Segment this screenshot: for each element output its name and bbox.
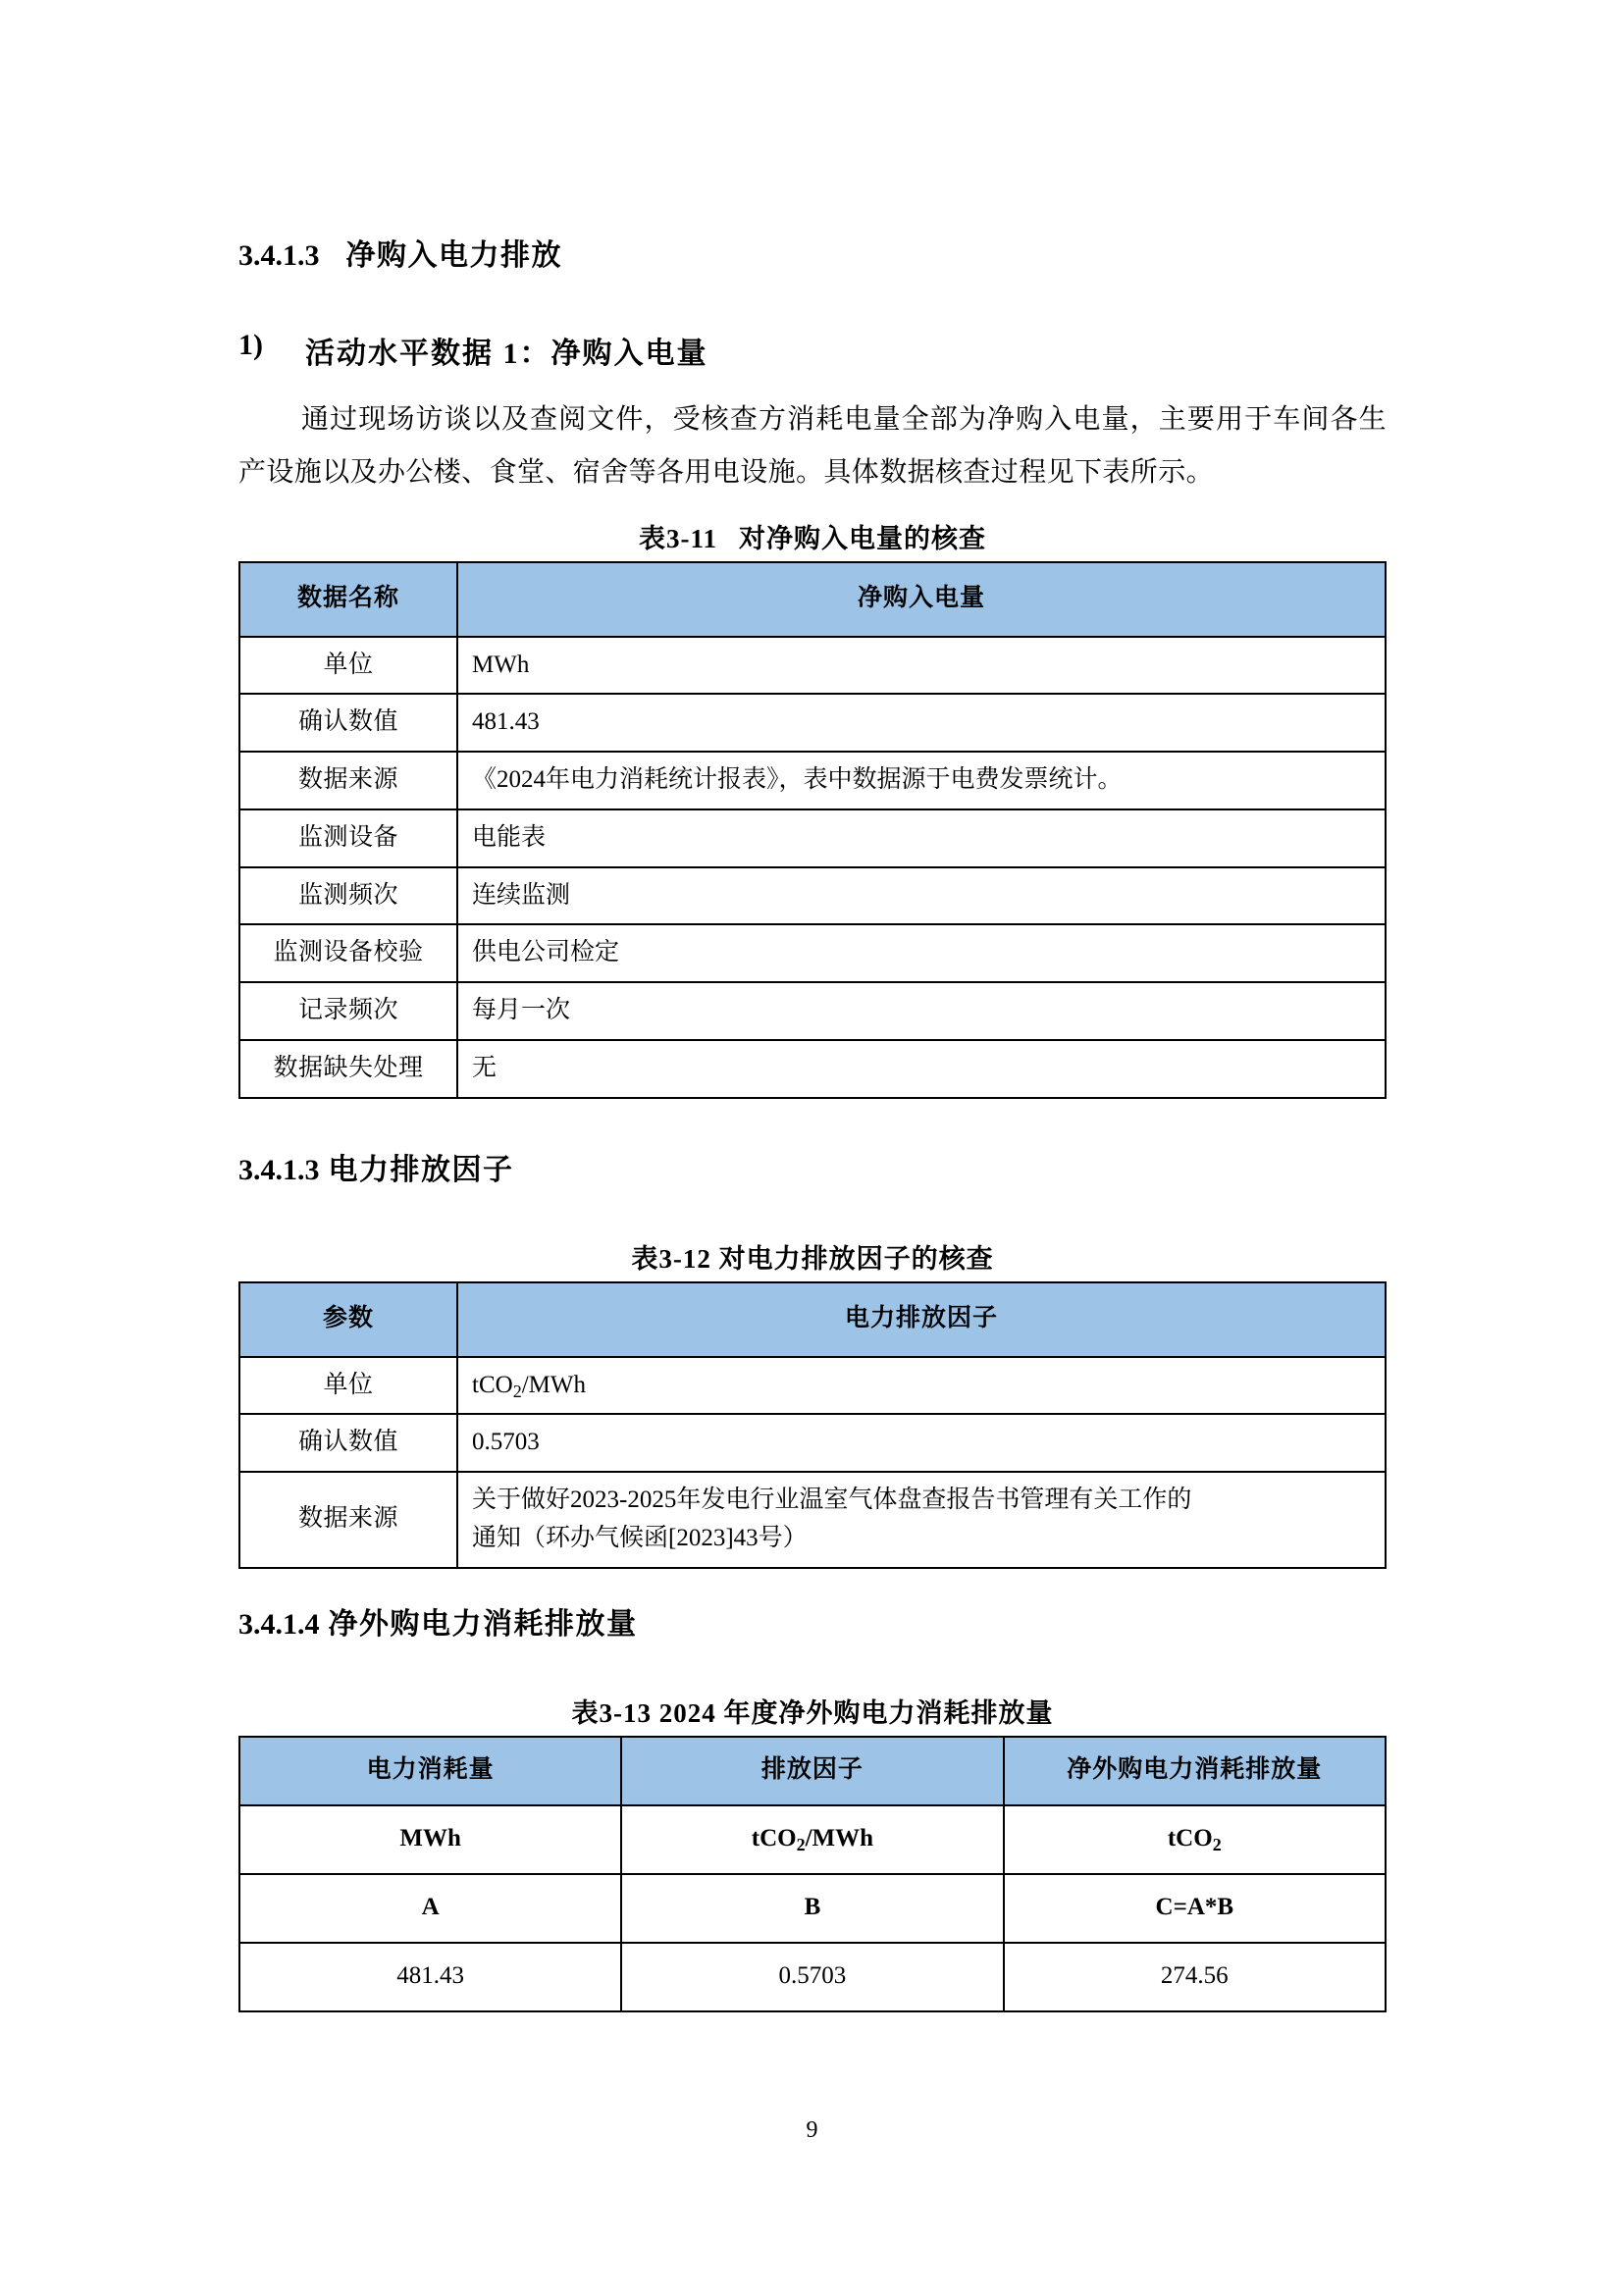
table-row: [239, 637, 1386, 695]
table-3-11-header-col1: 数据名称: [239, 562, 457, 637]
table-3-13-header-emissions: 净外购电力消耗排放量: [1004, 1737, 1386, 1805]
table-row-values: [239, 1943, 1386, 2011]
row-label-monitoring-frequency: 监测频次: [239, 867, 457, 925]
table-row: [239, 1472, 1386, 1568]
row-value-monitoring-frequency: 连续监测: [457, 867, 1386, 925]
table-row-units: [239, 1805, 1386, 1874]
heading-title: 净购入电力排放: [345, 239, 562, 272]
table-3-11: [238, 561, 1387, 1099]
row-value-data-source: [457, 1472, 1386, 1568]
table-row: [239, 1040, 1386, 1098]
row-label-confirmed-value: 确认数值: [239, 1414, 457, 1472]
table-row-symbols: [239, 1874, 1386, 1943]
row-label-device-calibration: 监测设备校验: [239, 924, 457, 982]
value-emissions: 274.56: [1004, 1943, 1386, 2011]
row-value-confirmed-value: 0.5703: [457, 1414, 1386, 1472]
table-3-12-header-col2: 电力排放因子: [457, 1282, 1386, 1357]
body-paragraph-electricity: 通过现场访谈以及查阅文件，受核查方消耗电量全部为净购入电量，主要用于车间各生产设施以及办公楼、食堂、宿舍等各用电设施。具体数据核查过程见下表所示。: [238, 404, 1387, 488]
table-row: [239, 982, 1386, 1040]
table-3-13: [238, 1736, 1387, 2012]
table-row: [239, 924, 1386, 982]
page-content: [238, 234, 1387, 2012]
table-3-12-caption-text: 对电力排放因子的核查: [718, 1243, 994, 1274]
list-item-activity-data-1: [238, 329, 1387, 372]
table-3-11-caption-number: 表3-11: [638, 523, 717, 553]
unit-emission-factor: [621, 1805, 1003, 1874]
unit-subscript: 2: [1212, 1835, 1222, 1855]
table-3-12-header-col1: 参数: [239, 1282, 457, 1357]
row-label-monitoring-device: 监测设备: [239, 809, 457, 867]
table-3-12-caption-number: 表3-12: [631, 1243, 711, 1274]
row-label-unit: 单位: [239, 1357, 457, 1415]
table-row: [239, 1414, 1386, 1472]
row-value-monitoring-device: 电能表: [457, 809, 1386, 867]
table-row: [239, 867, 1386, 925]
unit-suffix: /MWh: [521, 1371, 586, 1398]
unit-suffix: /MWh: [805, 1825, 874, 1852]
table-row-header: [239, 562, 1386, 637]
row-value-record-frequency: 每月一次: [457, 982, 1386, 1040]
data-source-line-2: 通知（环办气候函[2023]43号）: [472, 1524, 808, 1551]
table-3-13-header-emission-factor: 排放因子: [621, 1737, 1003, 1805]
heading-net-purchased-power-emission: [238, 234, 1387, 278]
table-3-13-caption-text: 2024 年度净外购电力消耗排放量: [658, 1697, 1054, 1728]
heading-power-emission-factor: [238, 1148, 1387, 1192]
unit-prefix: tCO: [1167, 1825, 1213, 1852]
table-3-13-header-electricity-consumption: 电力消耗量: [239, 1737, 621, 1805]
table-3-11-header-col2: 净购入电量: [457, 562, 1386, 637]
row-label-record-frequency: 记录频次: [239, 982, 457, 1040]
page-number: 9: [806, 2117, 818, 2143]
symbol-c: C=A*B: [1004, 1874, 1386, 1943]
table-3-11-caption: [238, 517, 1387, 555]
table-3-13-caption: [238, 1692, 1387, 1730]
value-emission-factor: 0.5703: [621, 1943, 1003, 2011]
row-value-device-calibration: 供电公司检定: [457, 924, 1386, 982]
row-label-data-source: 数据来源: [239, 752, 457, 809]
heading-number: 3.4.1.3: [238, 1153, 320, 1186]
heading-number: 3.4.1.4: [238, 1607, 320, 1641]
symbol-b: B: [621, 1874, 1003, 1943]
heading-net-purchased-power-consumption-emissions: [238, 1602, 1387, 1646]
heading-number: 3.4.1.3: [238, 239, 320, 272]
row-value-confirmed-value: 481.43: [457, 694, 1386, 752]
row-label-confirmed-value: 确认数值: [239, 694, 457, 752]
row-value-data-source: 《2024年电力消耗统计报表》，表中数据源于电费发票统计。: [457, 752, 1386, 809]
unit-emissions: [1004, 1805, 1386, 1874]
heading-title: 净外购电力消耗排放量: [328, 1607, 638, 1641]
row-label-data-source: 数据来源: [239, 1472, 457, 1568]
list-item-label: 活动水平数据 1：净购入电量: [305, 338, 708, 370]
unit-electricity-consumption: MWh: [239, 1805, 621, 1874]
unit-subscript: 2: [512, 1381, 522, 1401]
row-value-unit: [457, 1357, 1386, 1415]
table-row-header: [239, 1282, 1386, 1357]
table-3-12: [238, 1281, 1387, 1569]
value-electricity-consumption: 481.43: [239, 1943, 621, 2011]
symbol-a: A: [239, 1874, 621, 1943]
unit-prefix: tCO: [751, 1825, 797, 1852]
unit-subscript: 2: [796, 1835, 806, 1855]
row-value-missing-data: 无: [457, 1040, 1386, 1098]
heading-title: 电力排放因子: [328, 1153, 514, 1186]
table-3-11-caption-text: 对净购入电量的核查: [739, 523, 986, 553]
table-row: [239, 694, 1386, 752]
table-row: [239, 809, 1386, 867]
table-row: [239, 1357, 1386, 1415]
row-value-unit: MWh: [457, 637, 1386, 695]
row-label-unit: 单位: [239, 637, 457, 695]
table-3-12-caption: [238, 1237, 1387, 1276]
row-label-missing-data: 数据缺失处理: [239, 1040, 457, 1098]
data-source-line-1: 关于做好2023-2025年发电行业温室气体盘查报告书管理有关工作的: [472, 1487, 1192, 1513]
list-item-marker: 1): [238, 329, 263, 361]
unit-prefix: tCO: [472, 1371, 513, 1398]
table-row-header: [239, 1737, 1386, 1805]
table-3-13-caption-number: 表3-13: [571, 1697, 652, 1728]
table-row: [239, 752, 1386, 809]
